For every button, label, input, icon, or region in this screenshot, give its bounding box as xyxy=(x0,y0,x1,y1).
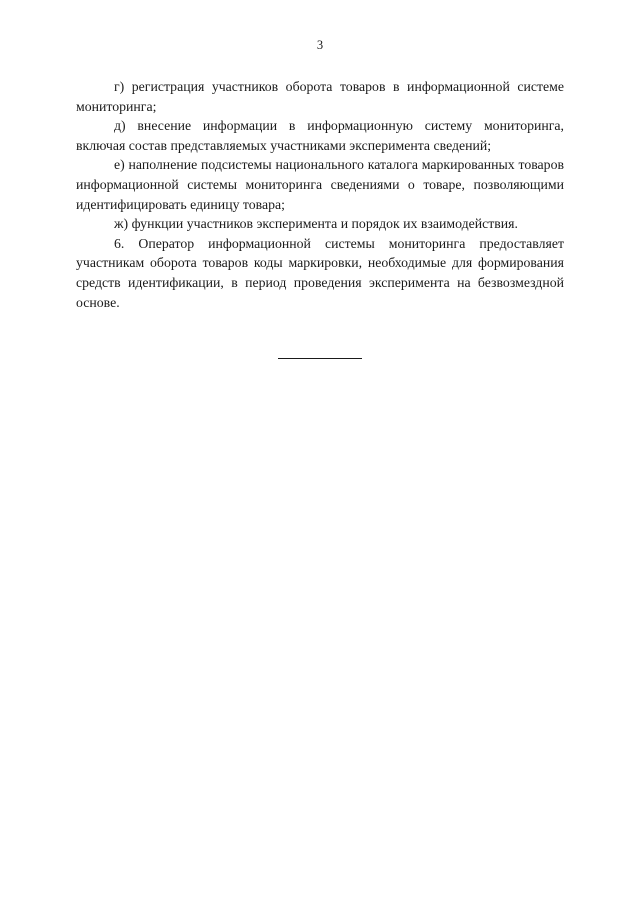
paragraph-item-d: д) внесение информации в информационную систему мониторинга, включая состав представляемых участниками эксперимента сведений; xyxy=(76,118,564,153)
page-number: 3 xyxy=(316,38,324,52)
paragraph-item-6: 6. Оператор информационной системы мониторинга предоставляет участникам оборота товаров коды маркировки, необходимые для формирования средств идентификации, в период проведения эксперимента на безвозмездной основе. xyxy=(76,235,564,310)
document-body xyxy=(76,77,564,312)
paragraph-item-e: е) наполнение подсистемы национального каталога маркированных товаров информационной системы мониторинга сведениями о товаре, позволяющими идентифицировать единицу товара; xyxy=(76,157,564,212)
paragraph-item-zh: ж) функции участников эксперимента и порядок их взаимодействия. xyxy=(114,216,518,232)
paragraph-item-g: г) регистрация участников оборота товаров в информационной системе мониторинга; xyxy=(76,79,564,114)
end-divider xyxy=(278,358,362,359)
